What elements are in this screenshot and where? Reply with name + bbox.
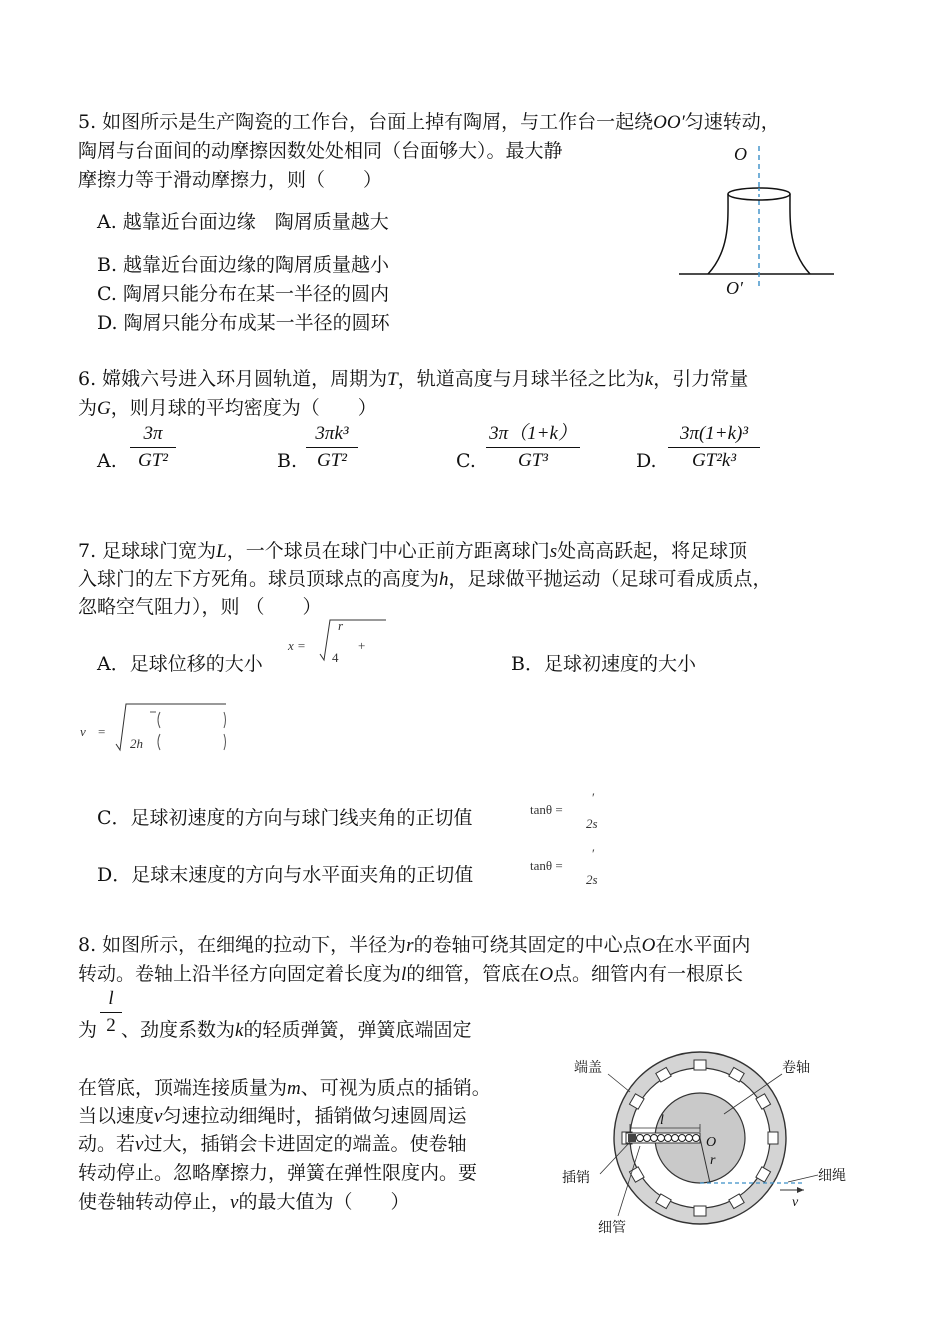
q6-a-denominator: GT² [138,450,168,471]
q8-stem-line8 [78,1187,409,1214]
q8-half-num: l [108,988,114,1009]
q6-stem-line2 [78,393,377,420]
q7-formula-a-top: r [338,618,344,633]
q8-symbol-o: O [641,935,656,956]
q8-text-b: 的卷轴可绕其固定的中心点 [413,934,642,956]
q6-option-c-fraction [486,422,580,473]
q8-symbol-r: r [406,935,414,956]
q8-half-fraction [100,987,122,1038]
q7-text-c: 处高高跃起，将足球顶 [557,540,748,562]
q6-symbol-t: T [387,369,398,390]
q6-option-d-label: D. [636,450,657,472]
q8-text-c: 在水平面内 [655,934,751,956]
q5-option-d: D. 陶屑只能分布成某一半径的圆环 [97,312,390,334]
q7-symbol-l: L [216,541,227,562]
q8-stem-line2 [78,959,743,986]
q7-formula-b-eq: = [98,724,106,739]
q7-formula-c-lhs: tanθ = [530,802,563,817]
q6-c-denominator: GT³ [518,450,548,471]
q6-symbol-k: k [644,369,654,390]
q7-formula-d-num: ′ [592,846,595,861]
q8-text-n: 动。若 [78,1133,136,1155]
q5-axis-symbol: OO′ [653,112,685,133]
q8-text-j: 在管底，顶端连接质量为 [78,1077,288,1099]
q6-b-denominator: GT² [317,450,347,471]
q5-stem-line1 [78,107,780,134]
q6-option-d-fraction [668,422,760,473]
q7-option-b: B．足球初速度的大小 [511,653,696,675]
q7-formula-d [530,846,610,892]
q8-symbol-v3: v [230,1192,239,1213]
q6-text-a: 6. 嫦娥六号进入环月圆轨道，周期为 [78,368,388,390]
q8-symbol-v: v [154,1106,163,1127]
q8-text-d: 转动。卷轴上沿半径方向固定着长度为 [78,963,402,985]
q8-stem-line5 [78,1101,466,1128]
q7-formula-a-lhs: x = [288,638,306,653]
q7-formula-b-lhs: v [80,724,86,739]
q8-stem-line4 [78,1073,491,1100]
q6-d-numerator: 3π(1+k)³ [679,423,749,444]
q7-formula-b [80,700,230,762]
q7-formula-d-lhs: tanθ = [530,858,563,873]
q6-a-numerator: 3π [143,423,163,444]
q8-text-g: 为 [78,1019,98,1041]
q7-text-e: ，足球做平抛运动（足球可看成质点， [448,568,772,590]
q7-stem-line1 [78,536,747,563]
q6-b-numerator: 3πk³ [315,423,349,444]
q6-text-e: ，则月球的平均密度为（ ） [110,397,377,419]
q7-formula-a-plus: + [358,638,366,653]
q6-text-b: ，轨道高度与月球半径之比为 [397,368,645,390]
q5-stem-line3: 摩擦力等于滑动摩擦力，则（ ） [78,169,383,191]
q7-formula-d-den: 2s [586,872,598,887]
q7-formula-c-num: ′ [592,790,595,805]
q8-symbol-k: k [235,1020,244,1041]
q8-symbol-v2: v [135,1134,144,1155]
q8-half-den: 2 [106,1015,116,1036]
q5-label-o-prime: O′ [726,278,743,298]
q7-formula-a [288,618,388,670]
q7-formula-b-root [114,702,230,762]
q8-text-a: 8. 如图所示，在细绳的拉动下，半径为 [78,934,407,956]
q6-text-c: ，引力常量 [653,368,749,390]
q8-label-l: l [660,1113,664,1128]
q7-stem-line2 [78,564,772,591]
q6-symbol-g: G [97,398,111,419]
q8-text-e: 的细管，管底在 [406,963,540,985]
q8-stem-line7: 转动停止。忽略摩擦力，弹簧在弹性限度内。要 [78,1162,478,1184]
q5-stem-text: 5. 如图所示是生产陶瓷的工作台，台面上掉有陶屑，与工作台一起绕 [78,111,654,133]
q6-option-b-label: B. [277,450,298,472]
q8-symbol-m: m [287,1078,301,1099]
q8-pin [628,1134,636,1142]
q8-label-tube: 细管 [598,1221,626,1236]
q6-option-a-fraction [130,422,176,473]
q6-option-b-fraction [306,422,358,473]
q5-pedestal-left [708,194,728,274]
q5-option-b: B. 越靠近台面边缘的陶屑质量越小 [97,254,390,276]
q6-option-c-label: C. [456,450,476,472]
q7-stem-line3: 忽略空气阻力），则 （ ） [78,596,322,618]
q8-text-f: 点。细管内有一根原长 [553,963,744,985]
q8-text-h: 、劲度系数为 [121,1019,236,1041]
q7-formula-c [530,790,610,836]
q5-option-c: C. 陶屑只能分布在某一半径的圆内 [97,283,389,305]
q8-stem-line1 [78,930,750,957]
q8-text-k: 、可视为质点的插销。 [300,1077,491,1099]
q5-pedestal-right [790,194,810,274]
q8-label-pin: 插销 [562,1171,590,1186]
q8-text-q: 的最大值为（ ） [238,1191,410,1213]
q5-label-o: O [734,144,747,164]
q8-stem-line6 [78,1129,466,1156]
q8-label-v: v [792,1195,799,1210]
q5-option-a: A. 越靠近台面边缘 陶屑质量越大 [97,211,389,233]
q8-text-o: 过大，插销会卡进固定的端盖。使卷轴 [143,1133,467,1155]
q8-label-endcap: 端盖 [574,1061,602,1076]
q5-turntable-figure [672,140,842,305]
q7-option-c: C．足球初速度的方向与球门线夹角的正切值 [97,807,473,829]
q8-label-r: r [710,1153,716,1168]
q7-symbol-h: h [439,569,449,590]
q6-c-numerator: 3π（1+k） [489,423,577,444]
q8-symbol-l: l [401,964,407,985]
q8-symbol-o2: O [539,964,554,985]
q7-formula-c-den: 2s [586,816,598,831]
q8-stem-line3 [78,1015,471,1042]
q8-label-o: O [706,1135,717,1150]
q7-text-b: ，一个球员在球门中心正前方距离球门 [226,540,550,562]
q8-text-i: 的轻质弹簧，弹簧底端固定 [243,1019,472,1041]
q8-label-reel: 卷轴 [782,1061,810,1076]
q7-symbol-s: s [549,541,558,562]
q5-stem-text-end: 匀速转动， [684,111,780,133]
q6-text-d: 为 [78,397,98,419]
q7-option-d: D．足球末速度的方向与水平面夹角的正切值 [97,864,474,886]
q5-stem-line2: 陶屑与台面间的动摩擦因数处处相同（台面够大）。最大静 [78,140,563,162]
q8-text-m: 匀速拉动细绳时，插销做匀速圆周运 [162,1105,467,1127]
q6-d-denominator: GT²k³ [691,450,737,471]
q8-label-rope: 细绳 [818,1169,846,1184]
q8-reel-figure [560,1050,860,1240]
q7-formula-a-four: 4 [332,650,339,665]
q7-text-d: 入球门的左下方死角。球员顶球点的高度为 [78,568,440,590]
q8-text-p: 使卷轴转动停止， [78,1191,231,1213]
q6-stem-line1 [78,364,748,391]
q6-option-a-label: A. [97,450,117,472]
q7-formula-a-root [318,618,388,668]
q7-formula-b-inner: 2h [130,736,143,751]
q7-option-a: A．足球位移的大小 [97,653,263,675]
q8-text-l: 当以速度 [78,1105,155,1127]
q7-text-a: 7. 足球球门宽为 [78,540,217,562]
